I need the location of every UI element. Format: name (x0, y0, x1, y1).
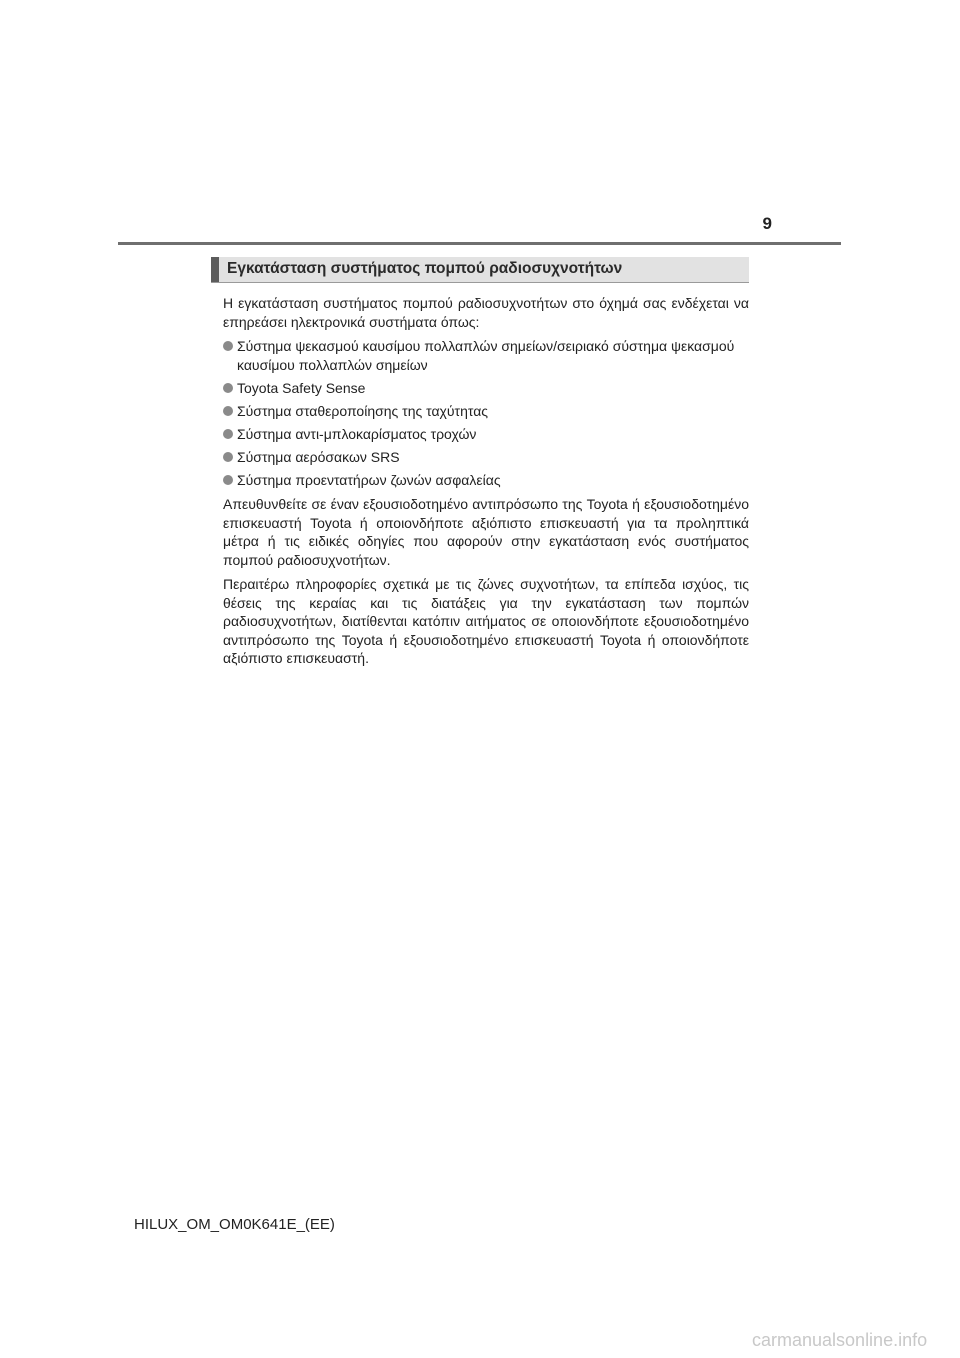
bullet-icon (223, 452, 233, 462)
list-item (223, 425, 749, 444)
list-item-text: Σύστημα σταθεροποίησης της ταχύτητας (237, 402, 489, 419)
list-item (223, 402, 749, 421)
list-item-text: Σύστημα αερόσακων SRS (237, 448, 400, 465)
bullet-icon (223, 475, 233, 485)
list-item (223, 471, 749, 490)
document-code: HILUX_OM_OM0K641E_(EE) (134, 1216, 335, 1233)
watermark: carmanualsonline.info (752, 1330, 928, 1350)
header-rule (118, 242, 841, 245)
section-title: Εγκατάσταση συστήματος πομπού ραδιοσυχνοτήτων (227, 260, 623, 277)
bullet-icon (223, 341, 233, 351)
list-item (223, 337, 749, 374)
section-content (223, 294, 749, 674)
affected-systems-list (223, 337, 749, 489)
bullet-icon (223, 383, 233, 393)
intro-paragraph: Η εγκατάσταση συστήματος πομπού ραδιοσυχνοτήτων στο όχημά σας ενδέχεται να επηρεάσει ηλεκτρονικά συστήματα όπως: (223, 295, 749, 330)
further-info-paragraph: Περαιτέρω πληροφορίες σχετικά με τις ζώνες συχνοτήτων, τα επίπεδα ισχύος, τις θέσεις της κεραίας και τις διατάξεις για την εγκατάσταση των πομπών ραδιοσυχνοτήτων, διατίθενται κατόπιν αιτήματος σε οποιονδήποτε εξουσιοδοτημένο αντιπρόσωπο της Toyota ή εξουσιοδοτημένο επισκευαστή Toyota ή οποιονδήποτε αξιόπιστο επισκευαστή. (223, 576, 749, 666)
list-item (223, 448, 749, 467)
page-number: 9 (762, 214, 772, 233)
section-header-bar (211, 257, 219, 282)
list-item-text: Σύστημα προεντατήρων ζωνών ασφαλείας (237, 471, 501, 488)
list-item-text: Σύστημα ψεκασμού καυσίμου πολλαπλών σημείων/σειριακό σύστημα ψεκασμού καυσίμου πολλαπλών σημείων (237, 338, 735, 373)
list-item-text: Toyota Safety Sense (237, 379, 366, 396)
list-item-text: Σύστημα αντι-μπλοκαρίσματος τροχών (237, 425, 477, 442)
bullet-icon (223, 406, 233, 416)
list-item (223, 379, 749, 398)
dealer-advice-paragraph: Απευθυνθείτε σε έναν εξουσιοδοτημένο αντιπρόσωπο της Toyota ή εξουσιοδοτημένο επισκευαστή Toyota ή οποιονδήποτε αξιόπιστο επισκευαστή για τα προληπτικά μέτρα ή τις ειδικές οδηγίες που αφορούν στην εγκατάσταση ενός συστήματος πομπού ραδιοσυχνοτήτων. (223, 496, 749, 568)
bullet-icon (223, 429, 233, 439)
section-header (211, 257, 749, 283)
